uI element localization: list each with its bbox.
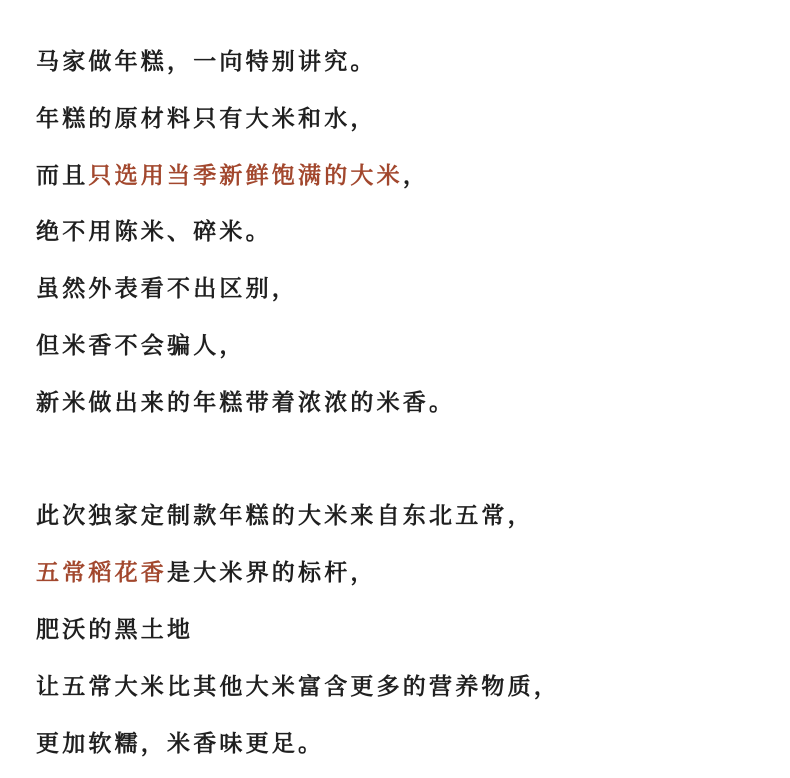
paragraph1-line3	[36, 154, 776, 211]
paragraph2-line2	[36, 551, 776, 608]
paragraph2-line5: 更加软糯，米香味更足。	[36, 730, 325, 757]
paragraph2-line4: 让五常大米比其他大米富含更多的营养物质，	[36, 673, 560, 700]
highlighted-rice-variety: 五常稻花香	[36, 560, 167, 587]
article-body	[36, 40, 776, 778]
paragraph1-line2: 年糕的原材料只有大米和水，	[36, 105, 377, 132]
paragraph1-line4: 绝不用陈米、碎米。	[36, 219, 272, 246]
paragraph2-line1: 此次独家定制款年糕的大米来自东北五常，	[36, 503, 534, 530]
paragraph1-line7: 新米做出来的年糕带着浓浓的米香。	[36, 389, 456, 416]
line3-prefix-text: 而且	[36, 162, 89, 189]
paragraph1-line6: 但米香不会骗人，	[36, 332, 246, 359]
paragraph2-line3: 肥沃的黑土地	[36, 616, 194, 643]
line3-suffix-text: ，	[402, 162, 430, 189]
paragraph-spacer	[36, 438, 776, 495]
paragraph1-line1: 马家做年糕，一向特别讲究。	[36, 49, 377, 75]
paragraph1-line5: 虽然外表看不出区别，	[36, 276, 298, 303]
line2-suffix-text: 是大米界的标杆，	[167, 560, 377, 587]
highlighted-rice-phrase: 只选用当季新鲜饱满的大米	[88, 162, 403, 189]
